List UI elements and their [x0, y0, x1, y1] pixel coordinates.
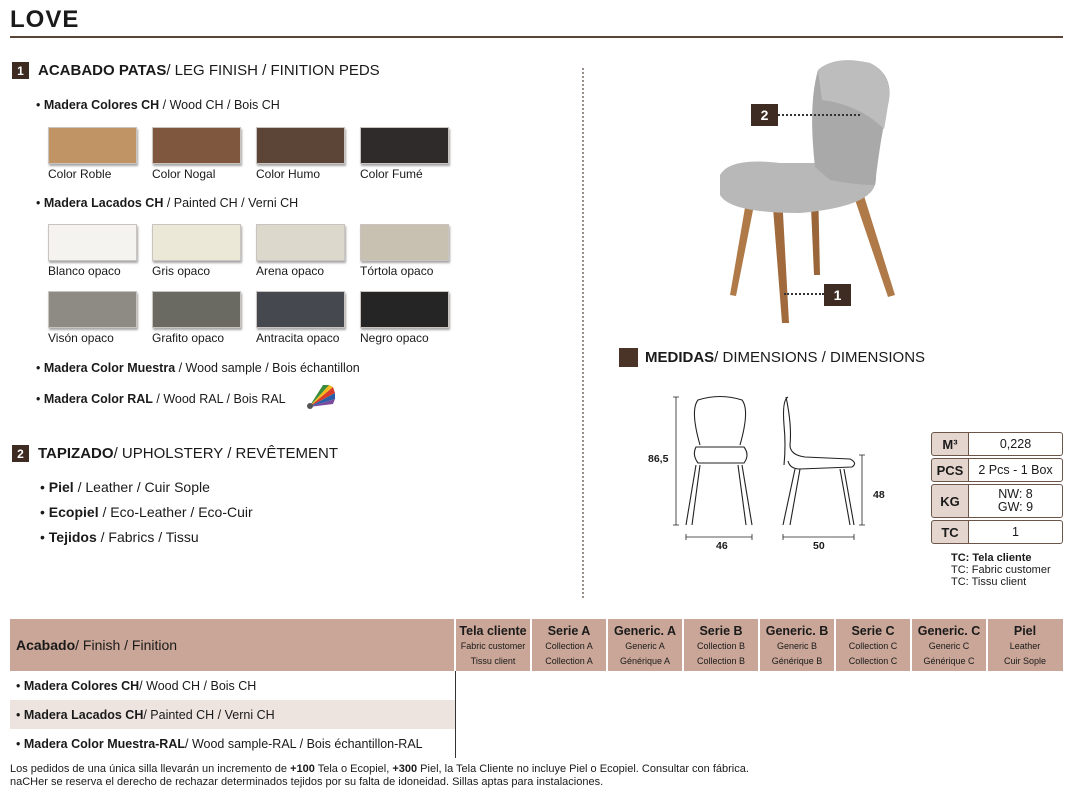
table-col-serie-a [530, 619, 606, 671]
row-rest: / Wood CH / Bois CH [139, 678, 257, 693]
col-sub: Collection A [545, 641, 593, 651]
footer-bold: +100 [290, 763, 315, 775]
spec-value-text: 2 Pcs - 1 Box [978, 462, 1053, 477]
col-sub: Tissu client [470, 656, 516, 666]
swatch-color-roble[interactable] [48, 127, 137, 164]
swatch-vison-opaco[interactable] [48, 291, 137, 328]
dimensions-heading-rest: / DIMENSIONS / DIMENSIONS [714, 349, 926, 366]
painted-ch-heading: • Madera Lacados CH / Painted CH / Verni CH [36, 196, 299, 210]
table-col-serie-c [834, 619, 910, 671]
painted-ch-bold: Madera Lacados CH [43, 196, 164, 210]
col-sub: Générique A [619, 656, 671, 666]
table-col-generic-c [910, 619, 986, 671]
section2-heading [12, 445, 338, 462]
footer-line-1 [10, 763, 749, 776]
table-row: • Madera Lacados CH / Painted CH / Verni CH [10, 700, 456, 729]
col-sub: Collection A [545, 656, 593, 666]
col-main: Serie A [547, 624, 591, 638]
swatch-label: Grafito opaco [152, 331, 225, 345]
title-rule [10, 36, 1063, 38]
spec-key: M³ [931, 432, 969, 456]
section1-number: 1 [12, 62, 29, 79]
col-main: Generic. B [765, 624, 829, 638]
row-rest: / Painted CH / Verni CH [143, 707, 275, 722]
swatch-gris-opaco[interactable] [152, 224, 241, 261]
upholstery-item-rest: / Fabrics / Tissu [96, 529, 199, 545]
upholstery-item-rest: / Eco-Leather / Eco-Cuir [98, 504, 253, 520]
spec-value [969, 432, 1063, 456]
header-first-bold: Acabado [16, 637, 76, 653]
spec-row [931, 520, 1063, 544]
swatch-label: Color Fumé [360, 167, 423, 181]
table-row: • Madera Color Muestra-RAL / Wood sample-RAL / Bois échantillon-RAL [10, 729, 456, 758]
swatch-blanco-opaco[interactable] [48, 224, 137, 261]
swatch-label: Color Nogal [152, 167, 216, 181]
col-sub: Generic C [928, 641, 970, 651]
swatch-negro-opaco[interactable] [360, 291, 449, 328]
upholstery-item-bold: Ecopiel [48, 504, 99, 520]
col-sub: Générique B [771, 656, 823, 666]
spec-value [969, 484, 1063, 518]
footer-notes [10, 763, 749, 789]
col-sub: Générique C [923, 656, 975, 666]
swatch-label: Color Roble [48, 167, 112, 181]
painted-ch-rest: / Painted CH / Verni CH [163, 196, 299, 210]
col-main: Generic. C [917, 624, 981, 638]
ral-fan-icon [305, 383, 337, 411]
upholstery-item-rest: / Leather / Cuir Sople [73, 479, 210, 495]
table-row: • Madera Colores CH / Wood CH / Bois CH [10, 671, 456, 700]
swatch-color-humo[interactable] [256, 127, 345, 164]
finish-price-table [10, 619, 1063, 758]
table-col-generic-b [758, 619, 834, 671]
spec-key: KG [931, 484, 969, 518]
wood-ch-heading: • Madera Colores CH / Wood CH / Bois CH [36, 98, 280, 112]
dim-depth: 50 [813, 540, 825, 552]
sample-rest: / Wood sample / Bois échantillon [175, 361, 360, 375]
sample-bold: Madera Color Muestra [43, 361, 176, 375]
spec-row [931, 458, 1063, 482]
chair-photo [690, 45, 940, 335]
swatch-label: Tórtola opaco [360, 264, 434, 278]
footer-bold: +300 [392, 763, 418, 775]
callout-legs: 1 [824, 284, 851, 306]
swatch-label: Gris opaco [152, 264, 211, 278]
row-rest: / Wood sample-RAL / Bois échantillon-RAL [185, 736, 423, 751]
footer-line-2: naCHer se reserva el derecho de rechazar determinados tejidos por su falta de idoneidad. Sillas aptas para instalaciones. [10, 776, 604, 788]
swatch-label: Arena opaco [256, 264, 325, 278]
page-title: LOVE [10, 6, 80, 33]
upholstery-item-bold: Piel [48, 479, 74, 495]
swatch-label: Blanco opaco [48, 264, 121, 278]
tc-note-line: TC: Tissu client [951, 576, 1027, 588]
sample-heading: • Madera Color Muestra / Wood sample / Bois échantillon [36, 361, 360, 375]
swatch-color-fume[interactable] [360, 127, 449, 164]
swatch-label: Antracita opaco [256, 331, 340, 345]
col-sub: Leather [1009, 641, 1041, 651]
table-col-piel [986, 619, 1062, 671]
footer-text: Tela o Ecopiel, [314, 763, 393, 775]
spec-key: PCS [931, 458, 969, 482]
section1-heading-bold: ACABADO PATAS [38, 62, 167, 79]
spec-value [969, 520, 1063, 544]
swatch-color-nogal[interactable] [152, 127, 241, 164]
row-bold: Madera Colores CH [23, 678, 140, 693]
swatch-label: Visón opaco [48, 331, 114, 345]
upholstery-item: • Tejidos / Fabrics / Tissu [40, 529, 199, 545]
ral-rest: / Wood RAL / Bois RAL [152, 392, 286, 406]
col-sub: Fabric customer [460, 641, 526, 651]
col-main: Piel [1013, 624, 1037, 638]
dim-width: 46 [716, 540, 728, 552]
header-first-rest: / Finish / Finition [75, 637, 178, 653]
row-bold: Madera Lacados CH [23, 707, 144, 722]
upholstery-item-bold: Tejidos [48, 529, 97, 545]
col-sub: Collection C [848, 656, 898, 666]
dim-height: 86,5 [648, 453, 669, 465]
swatch-grafito-opaco[interactable] [152, 291, 241, 328]
wood-ch-rest: / Wood CH / Bois CH [159, 98, 280, 112]
col-main: Serie B [699, 624, 743, 638]
dimensions-heading-bold: MEDIDAS [645, 349, 715, 366]
spec-row [931, 484, 1063, 518]
ral-bold: Madera Color RAL [43, 392, 153, 406]
section1-heading-rest: / LEG FINISH / FINITION PEDS [166, 62, 380, 79]
footer-text: Piel, la Tela Cliente no incluye Piel o Ecopiel. Consultar con fábrica. [417, 763, 749, 775]
swatch-label: Color Humo [256, 167, 321, 181]
callout-legs-line [784, 293, 824, 295]
swatch-label: Negro opaco [360, 331, 429, 345]
col-sub: Generic A [625, 641, 665, 651]
swatch-antracita-opaco[interactable] [256, 291, 345, 328]
section2-number: 2 [12, 445, 29, 462]
tc-note [951, 552, 1051, 588]
table-col-generic-a [606, 619, 682, 671]
spec-value [969, 458, 1063, 482]
spec-key: TC [931, 520, 969, 544]
col-sub: Cuir Sople [1003, 656, 1047, 666]
col-sub: Collection C [848, 641, 898, 651]
col-main: Tela cliente [459, 624, 527, 638]
col-main: Generic. A [613, 624, 677, 638]
col-sub: Collection B [696, 656, 746, 666]
tc-note-line: TC: Fabric customer [951, 564, 1051, 576]
callout-upholstery-line [778, 114, 860, 116]
section2-heading-rest: / UPHOLSTERY / REVÊTEMENT [113, 445, 339, 462]
table-header-first [10, 619, 454, 671]
col-main: Serie C [851, 624, 895, 638]
spec-table [931, 432, 1063, 546]
dimensions-heading [619, 348, 925, 367]
ral-heading: • Madera Color RAL / Wood RAL / Bois RAL [36, 392, 286, 406]
column-divider [582, 68, 584, 598]
col-sub: Collection B [696, 641, 746, 651]
callout-upholstery: 2 [751, 104, 778, 126]
dimension-drawing [640, 385, 880, 555]
col-sub: Generic B [776, 641, 818, 651]
upholstery-item: • Ecopiel / Eco-Leather / Eco-Cuir [40, 504, 253, 520]
dim-seat-height: 48 [873, 489, 885, 501]
table-col-serie-b [682, 619, 758, 671]
upholstery-list [40, 475, 253, 550]
spec-value-text: NW: 8 [998, 487, 1033, 501]
spec-row [931, 432, 1063, 456]
section2-heading-bold: TAPIZADO [38, 445, 114, 462]
footer-text: Los pedidos de una única silla llevarán un incremento de [10, 763, 291, 775]
swatch-tortola-opaco[interactable] [360, 224, 449, 261]
row-bold: Madera Color Muestra-RAL [23, 736, 185, 751]
spec-value-text: 1 [1012, 524, 1019, 539]
tc-note-line: TC: Tela cliente [951, 552, 1032, 564]
swatch-arena-opaco[interactable] [256, 224, 345, 261]
table-header [10, 619, 1063, 671]
spec-value-text: 0,228 [999, 436, 1032, 451]
dimensions-marker [619, 348, 638, 367]
wood-ch-bold: Madera Colores CH [43, 98, 160, 112]
section1-heading [12, 62, 380, 79]
upholstery-item: • Piel / Leather / Cuir Sople [40, 479, 210, 495]
table-col-tela-cliente [454, 619, 530, 671]
spec-value-text: GW: 9 [997, 500, 1034, 514]
